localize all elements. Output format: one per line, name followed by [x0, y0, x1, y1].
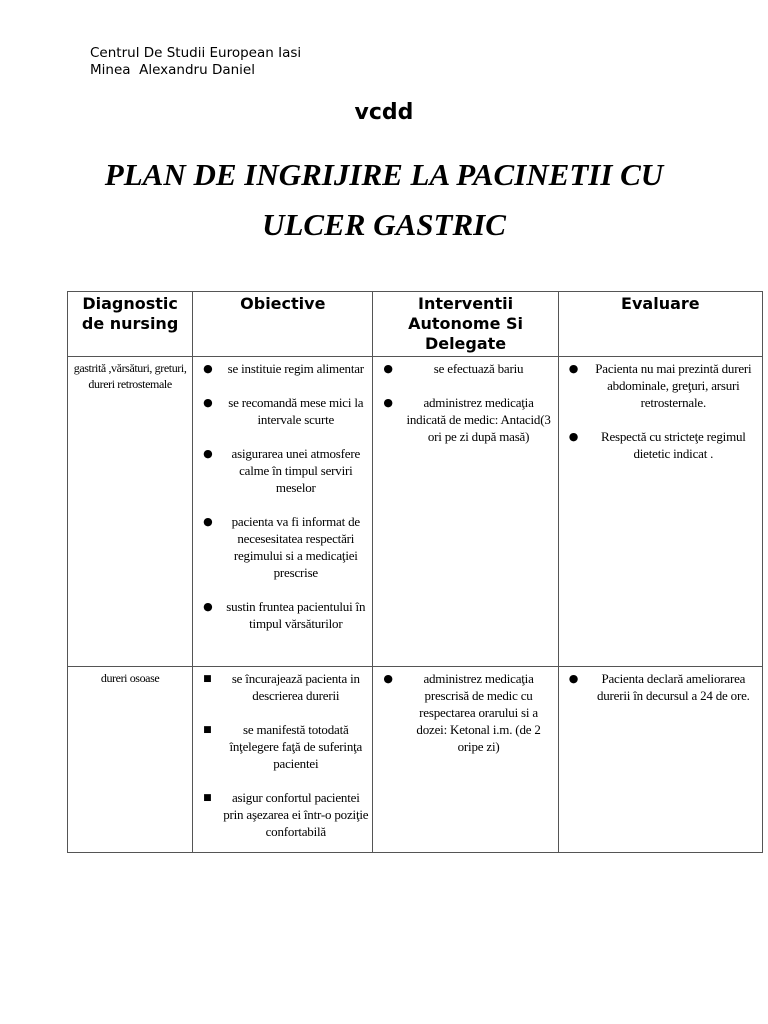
table-row [68, 667, 763, 853]
bullet-square-icon: ■ [203, 725, 212, 735]
bullet-dot-icon: ● [383, 362, 393, 375]
list-item: ■ se încurajează pacienta in descrierea durerii [203, 671, 360, 703]
title-line-1: PLAN DE INGRIJIRE LA PACINETII CU [104, 157, 664, 192]
table-row [68, 357, 763, 667]
diagnostic-cell [68, 667, 193, 853]
obiective-cell [193, 667, 373, 853]
obiective-list [197, 360, 368, 632]
evaluare-cell [558, 667, 762, 853]
short-title: vcdd [354, 100, 414, 125]
header-diagnostic: Diagnostic de nursing [68, 292, 193, 357]
table-header-row [68, 292, 763, 357]
bullet-dot-icon: ● [203, 447, 213, 460]
bullet-dot-icon: ● [568, 672, 579, 685]
bullet-dot-icon: ● [203, 515, 213, 528]
list-item: ● se instituie regim alimentar [203, 361, 364, 376]
bullet-dot-icon: ● [203, 600, 213, 613]
header-obiective: Obiective [193, 292, 373, 357]
evaluare-list [563, 360, 758, 462]
organization-block [90, 45, 301, 79]
interventii-cell [373, 667, 558, 853]
list-item: ● pacienta va fi informat de necesesitatea respectări regimului si a medicaţiei prescrise [203, 514, 360, 580]
list-item: ● Pacienta declară ameliorarea durerii în decursul a 24 de ore. [568, 671, 750, 703]
diagnostic-cell [68, 357, 193, 667]
list-item: ■ se manifestă totodată înţelegere faţă de suferinţa pacientei [203, 722, 363, 771]
interventii-list [377, 670, 553, 755]
document-title [0, 150, 768, 250]
interventii-list [377, 360, 553, 445]
title-line-2: ULCER GASTRIC [262, 207, 506, 242]
list-item: ● Respectă cu stricteţe regimul dietetic indicat . [568, 429, 746, 461]
interventii-cell [373, 357, 558, 667]
organization-name: Centrul De Studii European Iasi [90, 45, 302, 61]
evaluare-list [563, 670, 758, 704]
obiective-cell [193, 357, 373, 667]
header-evaluare: Evaluare [558, 292, 762, 357]
list-item: ● se efectuază bariu [383, 361, 524, 376]
list-item: ■ asigur confortul pacientei prin aşezarea ei într-o poziţie confortabilă [203, 790, 369, 839]
diagnostic-text: gastrită ,vărsături, greturi, dureri retrostemale [73, 361, 187, 391]
diagnostic-text: dureri osoase [100, 671, 160, 685]
list-item: ● asigurarea unei atmosfere calme în timpul serviri meselor [203, 446, 361, 495]
list-item: ● Pacienta nu mai prezintă dureri abdominale, greţuri, arsuri retrosternale. [568, 361, 752, 410]
author-name: Minea Alexandru Daniel [90, 62, 255, 78]
list-item: ● se recomandă mese mici la intervale scurte [203, 395, 364, 427]
bullet-dot-icon: ● [203, 362, 213, 375]
evaluare-cell [558, 357, 762, 667]
list-item: ● sustin fruntea pacientului în timpul vărsăturilor [203, 599, 366, 631]
bullet-dot-icon: ● [383, 396, 393, 409]
bullet-dot-icon: ● [568, 362, 579, 375]
header-interventii: Interventii Autonome Si Delegate [373, 292, 558, 357]
bullet-dot-icon: ● [568, 430, 579, 443]
bullet-square-icon: ■ [203, 793, 212, 803]
obiective-list [197, 670, 368, 840]
bullet-dot-icon: ● [383, 672, 393, 685]
list-item: ● administrez medicaţia prescrisă de medic cu respectarea orarului si a dozei: Ketonal i.m. (de 2 oripe zi) [383, 671, 541, 754]
care-plan-table [67, 291, 763, 853]
bullet-square-icon: ■ [203, 674, 212, 684]
list-item: ● administrez medicaţia indicată de medic: Antacid(3 ori pe zi după masă) [383, 395, 551, 444]
bullet-dot-icon: ● [203, 396, 213, 409]
